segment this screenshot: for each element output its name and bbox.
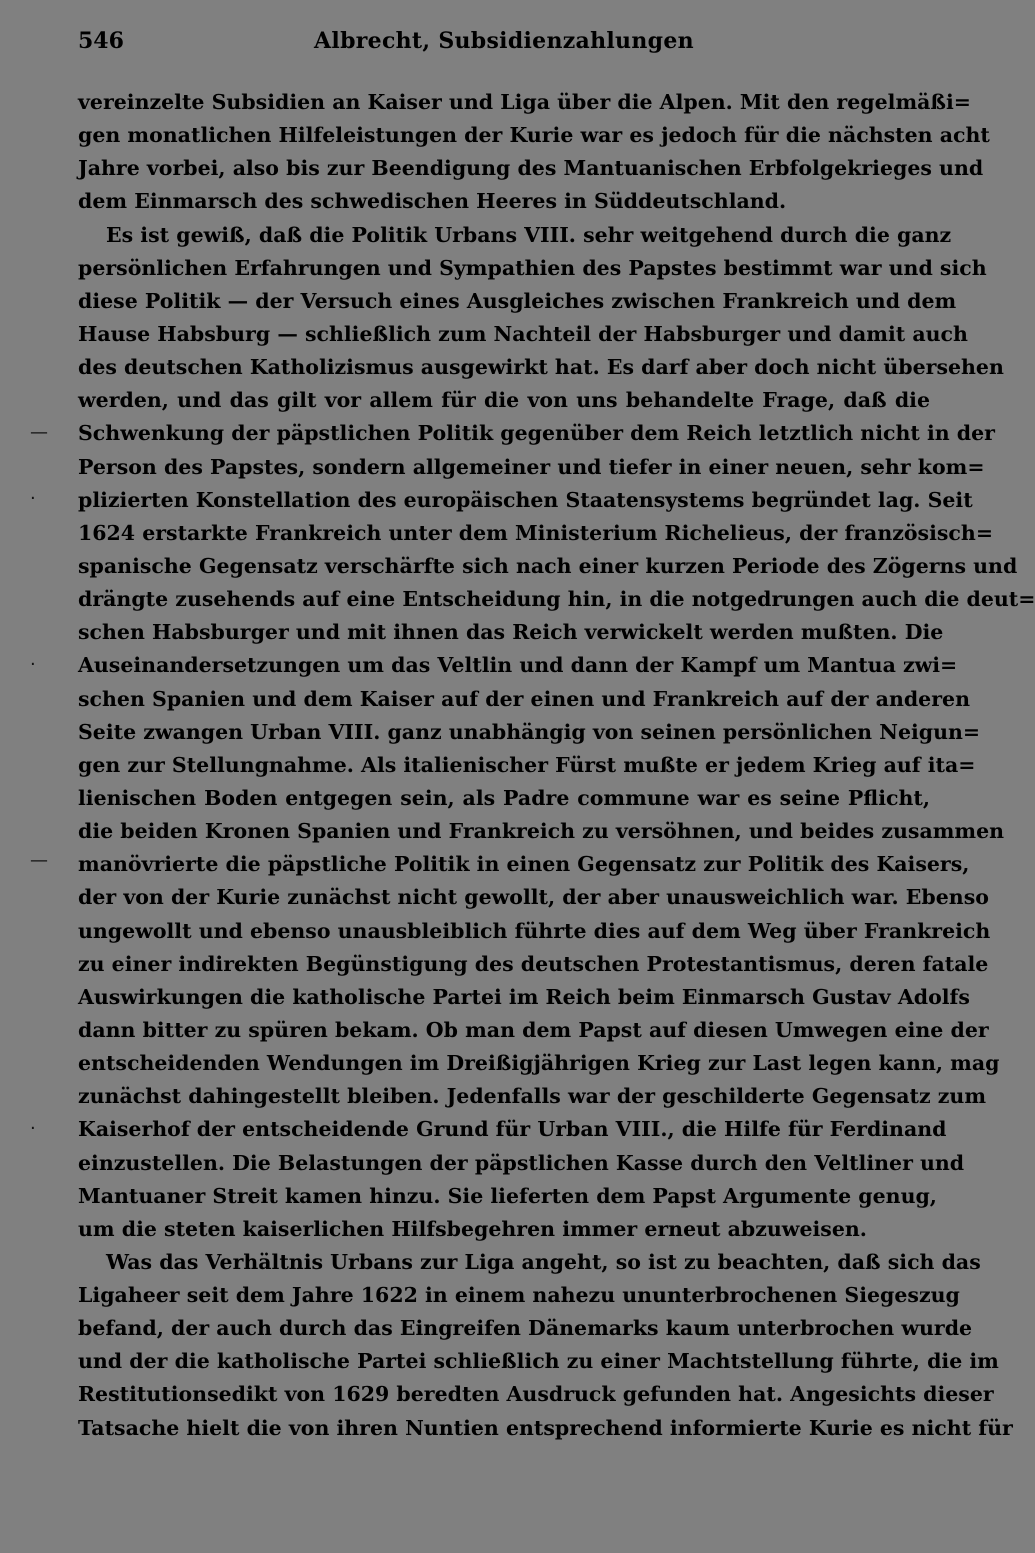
text-line: persönlichen Erfahrungen und Sympathien des Papstes bestimmt war und sich bbox=[78, 255, 987, 280]
text-line: werden, und das gilt vor allem für die von uns behandelte Frage, daß die bbox=[78, 388, 930, 413]
margin-mark: — bbox=[30, 850, 48, 871]
text-line: einzustellen. Die Belastungen der päpstlichen Kasse durch den Veltliner und bbox=[78, 1150, 965, 1175]
text-line: Tatsache hielt die von ihren Nuntien entsprechend informierte Kurie es nicht für bbox=[78, 1415, 1013, 1440]
text-line: der von der Kurie zunächst nicht gewollt, der aber unausweichlich war. Ebenso bbox=[78, 885, 989, 910]
text-line: Restitutionsedikt von 1629 beredten Ausdruck gefunden hat. Angesichts dieser bbox=[78, 1382, 994, 1407]
text-line: ungewollt und ebenso unausbleiblich führte dies auf dem Weg über Frankreich bbox=[78, 918, 991, 943]
page-number: 546 bbox=[78, 28, 124, 54]
text-line: Kaiserhof der entscheidende Grund für Urban VIII., die Hilfe für Ferdinand bbox=[78, 1117, 947, 1142]
text-line: befand, der auch durch das Eingreifen Dänemarks kaum unterbrochen wurde bbox=[78, 1316, 973, 1341]
body-text bbox=[78, 86, 1035, 1445]
text-line: entscheidenden Wendungen im Dreißigjährigen Krieg zur Last legen kann, mag bbox=[78, 1051, 1000, 1076]
text-line: zunächst dahingestellt bleiben. Jedenfalls war der geschilderte Gegensatz zum bbox=[78, 1084, 987, 1109]
text-line: um die steten kaiserlichen Hilfsbegehren immer erneut abzuweisen. bbox=[78, 1216, 867, 1241]
text-line: zu einer indirekten Begünstigung des deutschen Protestantismus, deren fatale bbox=[78, 951, 989, 976]
text-line: die beiden Kronen Spanien und Frankreich zu versöhnen, und beides zusammen bbox=[78, 819, 1005, 844]
paragraph-first-line: Was das Verhältnis Urbans zur Liga angeht, so ist zu beachten, daß sich das bbox=[106, 1249, 981, 1274]
text-line: des deutschen Katholizismus ausgewirkt hat. Es darf aber doch nicht übersehen bbox=[78, 355, 1004, 380]
text-line: gen zur Stellungnahme. Als italienischer Fürst mußte er jedem Krieg auf ita= bbox=[78, 752, 976, 777]
text-line: spanische Gegensatz verschärfte sich nach einer kurzen Periode des Zögerns und bbox=[78, 553, 1018, 578]
text-line: Auswirkungen die katholische Partei im Reich beim Einmarsch Gustav Adolfs bbox=[78, 984, 970, 1009]
text-line: Person des Papstes, sondern allgemeiner und tiefer in einer neuen, sehr kom= bbox=[78, 454, 985, 479]
text-line: schen Spanien und dem Kaiser auf der einen und Frankreich auf der anderen bbox=[78, 686, 970, 711]
text-line: Ligaheer seit dem Jahre 1622 in einem nahezu ununterbrochenen Siegeszug bbox=[78, 1283, 960, 1308]
text-line: dem Einmarsch des schwedischen Heeres in Süddeutschland. bbox=[78, 189, 787, 214]
text-line: lienischen Boden entgegen sein, als Padre commune war es seine Pflicht, bbox=[78, 785, 930, 810]
text-line: plizierten Konstellation des europäischen Staatensystems begründet lag. Seit bbox=[78, 487, 973, 512]
text-line: Mantuaner Streit kamen hinzu. Sie lieferten dem Papst Argumente genug, bbox=[78, 1183, 937, 1208]
margin-mark: · bbox=[30, 654, 36, 675]
page-header bbox=[78, 28, 930, 60]
text-line: 1624 erstarkte Frankreich unter dem Ministerium Richelieus, der französisch= bbox=[78, 520, 993, 545]
text-line: dann bitter zu spüren bekam. Ob man dem Papst auf diesen Umwegen eine der bbox=[78, 1017, 989, 1042]
text-line: drängte zusehends auf eine Entscheidung hin, in die notgedrungen auch die deut= bbox=[78, 587, 1035, 612]
running-title: Albrecht, Subsidienzahlungen bbox=[314, 28, 694, 54]
text-line: manövrierte die päpstliche Politik in einen Gegensatz zur Politik des Kaisers, bbox=[78, 852, 970, 877]
text-line: vereinzelte Subsidien an Kaiser und Liga über die Alpen. Mit den regelmäßi= bbox=[78, 90, 971, 114]
text-line: diese Politik — der Versuch eines Ausgleiches zwischen Frankreich und dem bbox=[78, 288, 957, 313]
text-line: Schwenkung der päpstlichen Politik gegenüber dem Reich letztlich nicht in der bbox=[78, 421, 995, 446]
margin-mark: · bbox=[30, 488, 36, 509]
text-line: Jahre vorbei, also bis zur Beendigung des Mantuanischen Erbfolgekrieges und bbox=[78, 156, 984, 181]
text-line: Hause Habsburg — schließlich zum Nachteil der Habsburger und damit auch bbox=[78, 321, 968, 346]
text-line: schen Habsburger und mit ihnen das Reich verwickelt werden mußten. Die bbox=[78, 620, 944, 645]
paragraph-first-line: Es ist gewiß, daß die Politik Urbans VIII. sehr weitgehend durch die ganz bbox=[106, 222, 952, 247]
text-line: Seite zwangen Urban VIII. ganz unabhängig von seinen persönlichen Neigun= bbox=[78, 719, 981, 744]
text-line: und der die katholische Partei schließlich zu einer Machtstellung führte, die im bbox=[78, 1349, 999, 1374]
margin-mark: — bbox=[30, 422, 48, 443]
margin-mark: · bbox=[30, 1118, 36, 1139]
text-line: Auseinandersetzungen um das Veltlin und dann der Kampf um Mantua zwi= bbox=[78, 653, 958, 678]
text-line: gen monatlichen Hilfeleistungen der Kurie war es jedoch für die nächsten acht bbox=[78, 123, 990, 148]
